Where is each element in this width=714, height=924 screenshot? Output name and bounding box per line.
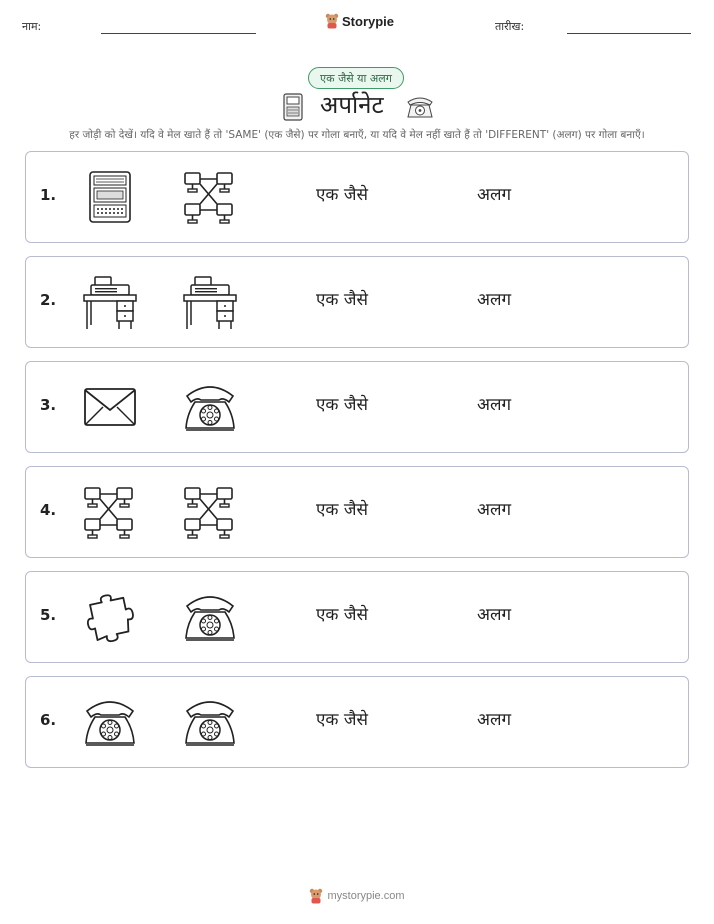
bear-mascot-icon — [325, 13, 339, 29]
item-number: 4. — [40, 501, 57, 519]
item-card-3 — [25, 361, 689, 453]
brand-logo — [325, 13, 394, 29]
item-number: 3. — [40, 396, 57, 414]
same-option[interactable]: एक जैसे — [316, 185, 368, 205]
same-option[interactable]: एक जैसे — [316, 710, 368, 730]
date-label: तारीख: — [495, 20, 525, 33]
name-line[interactable] — [101, 33, 256, 34]
rotary-telephone-icon — [181, 590, 239, 646]
item-number: 5. — [40, 606, 57, 624]
rotary-telephone-icon — [81, 695, 139, 751]
network-diagram-icon — [81, 485, 139, 541]
bear-mascot-icon — [309, 888, 323, 904]
rotary-telephone-icon — [181, 380, 239, 436]
brand-name: Storypie — [342, 13, 395, 29]
different-option[interactable]: अलग — [477, 290, 512, 310]
network-diagram-icon — [181, 170, 239, 226]
item-number: 2. — [40, 291, 57, 309]
computer-terminal-icon — [282, 93, 304, 125]
item-card-6 — [25, 676, 689, 768]
date-line[interactable] — [567, 33, 691, 34]
network-diagram-icon — [181, 485, 239, 541]
item-card-2 — [25, 256, 689, 348]
footer — [0, 888, 714, 904]
item-number: 1. — [40, 186, 57, 204]
worksheet-title: अर्पानेट — [320, 91, 384, 119]
desk-with-computer-icon — [81, 275, 139, 331]
item-card-5 — [25, 571, 689, 663]
same-option[interactable]: एक जैसे — [316, 500, 368, 520]
item-number: 6. — [40, 711, 57, 729]
desk-with-computer-icon — [181, 275, 239, 331]
item-card-4 — [25, 466, 689, 558]
same-option[interactable]: एक जैसे — [316, 290, 368, 310]
different-option[interactable]: अलग — [477, 605, 512, 625]
different-option[interactable]: अलग — [477, 185, 512, 205]
footer-site[interactable]: mystorypie.com — [327, 890, 405, 902]
puzzle-piece-icon — [81, 590, 139, 646]
envelope-icon — [81, 380, 139, 436]
rotary-telephone-icon — [181, 695, 239, 751]
instructions: हर जोड़ी को देखें। यदि वे मेल खाते हैं तो 'SAME' (एक जैसे) पर गोला बनाएँ, या यदि वे मेल नहीं खाते हैं तो 'DIFFERENT' (अलग) पर गोला बनाएँ। — [69, 129, 645, 141]
rotary-telephone-icon — [405, 94, 435, 124]
different-option[interactable]: अलग — [477, 395, 512, 415]
different-option[interactable]: अलग — [477, 710, 512, 730]
name-label: नाम: — [22, 20, 42, 33]
mainframe-computer-icon — [81, 170, 139, 226]
same-option[interactable]: एक जैसे — [316, 605, 368, 625]
worksheet-type-badge: एक जैसे या अलग — [308, 67, 404, 89]
item-card-1 — [25, 151, 689, 243]
same-option[interactable]: एक जैसे — [316, 395, 368, 415]
different-option[interactable]: अलग — [477, 500, 512, 520]
